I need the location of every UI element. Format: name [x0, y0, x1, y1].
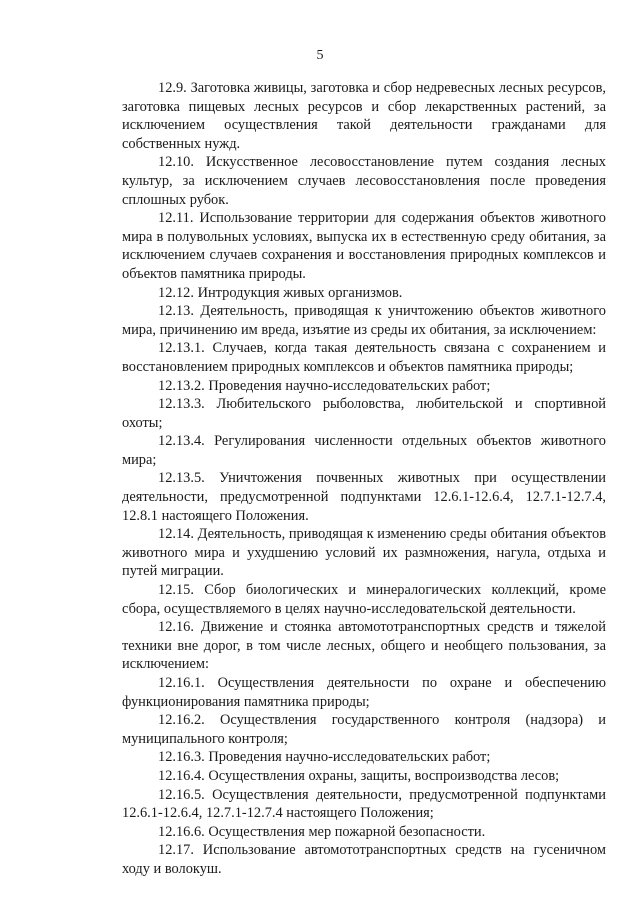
- paragraph-12-10: 12.10. Искусственное лесовосстановление путем создания лесных культур, за исключением случаев лесовосстановления после проведения сплошных рубок.: [122, 154, 606, 208]
- paragraph-12-16-4: 12.16.4. Осуществления охраны, защиты, воспроизводства лесов;: [158, 767, 560, 784]
- paragraph-12-13-3: 12.13.3. Любительского рыболовства, любительской и спортивной охоты;: [122, 396, 606, 431]
- paragraph-12-13-5: 12.13.5. Уничтожения почвенных животных при осуществлении деятельности, предусмотренной подпунктами 12.6.1-12.6.4, 12.7.1-12.7.4, 12.8.1 настоящего Положения.: [122, 470, 606, 524]
- paragraph-12-9: 12.9. Заготовка живицы, заготовка и сбор недревесных лесных ресурсов, заготовка пищевых лесных ресурсов и сбор лекарственных растений, за исключением осуществления такой деятельности гражданами для собственных нужд.: [122, 80, 606, 152]
- document-body: [122, 79, 606, 879]
- page-number: 5: [316, 48, 324, 63]
- paragraph-12-13-2: 12.13.2. Проведения научно-исследовательских работ;: [158, 377, 491, 394]
- paragraph-12-16: 12.16. Движение и стоянка автомототранспортных средств и тяжелой техники вне дорог, в том числе лесных, общего и необщего пользования, за исключением:: [122, 619, 606, 673]
- paragraph-12-11: 12.11. Использование территории для содержания объектов животного мира в полувольных условиях, выпуска их в естественную среду обитания, за исключением случаев сохранения и восстановления природных комплексов и объектов памятника природы.: [122, 210, 606, 282]
- paragraph-12-16-5: 12.16.5. Осуществления деятельности, предусмотренной подпунктами 12.6.1-12.6.4, 12.7.1-12.7.4 настоящего Положения;: [122, 786, 606, 822]
- paragraph-12-15: 12.15. Сбор биологических и минералогических коллекций, кроме сбора, осуществляемого в целях научно-исследовательской деятельности.: [122, 582, 606, 617]
- paragraph-12-16-2: 12.16.2. Осуществления государственного контроля (надзора) и муниципального контроля;: [122, 712, 606, 747]
- paragraph-12-17: 12.17. Использование автомототранспортных средств на гусеничном ходу и волокуш.: [122, 842, 606, 877]
- paragraph-12-13: 12.13. Деятельность, приводящая к уничтожению объектов животного мира, причинению им вреда, изъятие из среды их обитания, за исключением:: [122, 303, 606, 338]
- paragraph-12-14: 12.14. Деятельность, приводящая к изменению среды обитания объектов животного мира и ухудшению условий их размножения, нагула, отдыха и путей миграции.: [122, 526, 606, 580]
- paragraph-12-12: 12.12. Интродукция живых организмов.: [158, 284, 403, 301]
- paragraph-12-16-6: 12.16.6. Осуществления мер пожарной безопасности.: [158, 823, 486, 840]
- paragraph-12-13-1: 12.13.1. Случаев, когда такая деятельность связана с сохранением и восстановлением природных комплексов и объектов памятника природы;: [122, 340, 606, 375]
- paragraph-12-13-4: 12.13.4. Регулирования численности отдельных объектов животного мира;: [122, 433, 606, 468]
- paragraph-12-16-3: 12.16.3. Проведения научно-исследовательских работ;: [158, 749, 491, 766]
- paragraph-12-16-1: 12.16.1. Осуществления деятельности по охране и обеспечению функционирования памятника природы;: [122, 675, 606, 710]
